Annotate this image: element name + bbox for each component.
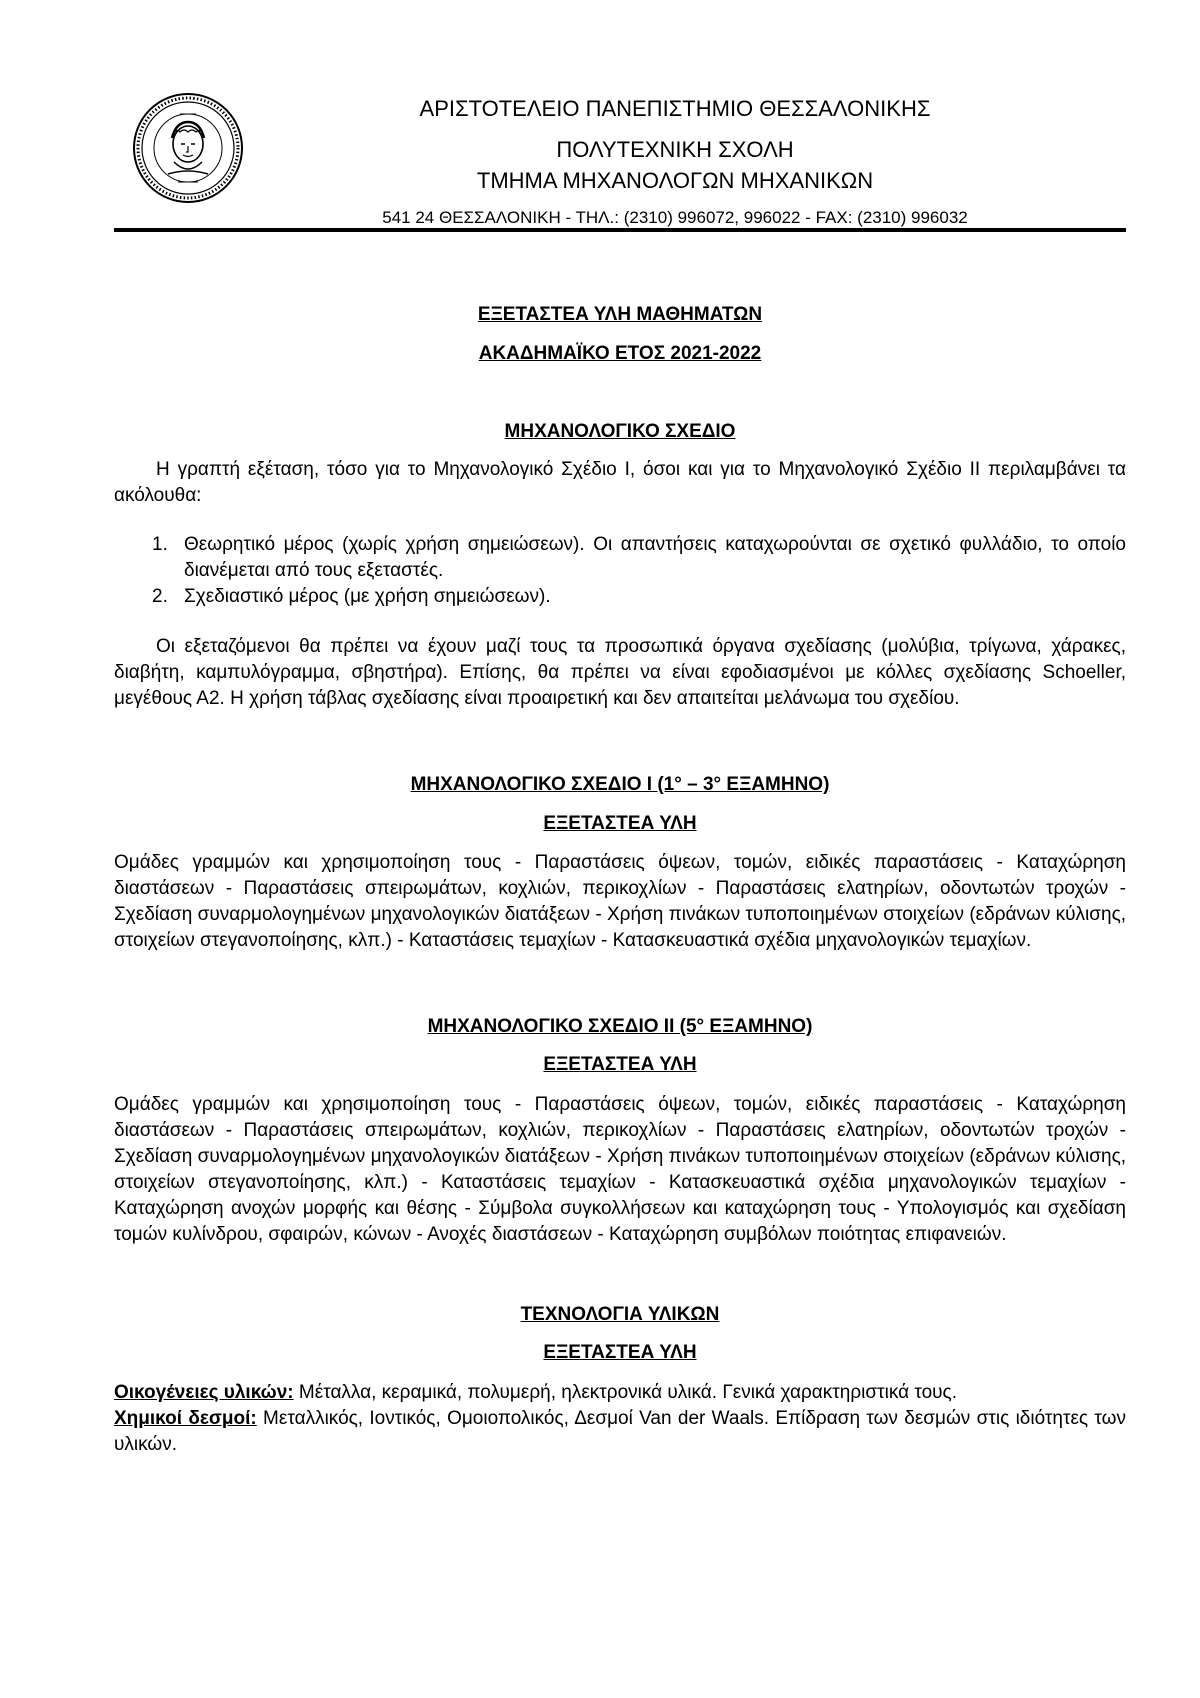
list-item <box>114 584 1126 610</box>
document-title: ΕΞΕΤΑΣΤΕΑ ΥΛΗ ΜΑΘΗΜΑΤΩΝ <box>477 304 763 325</box>
school-name: ΠΟΛΥΤΕΧΝΙΚΗ ΣΧΟΛΗ <box>556 137 794 162</box>
bonds-label: Χημικοί δεσμοί: <box>114 1408 257 1429</box>
list-item-text: Θεωρητικό μέρος (χωρίς χρήση σημειώσεων). Οι απαντήσεις καταχωρούνται σε σχετικό φυλλάδιο, το οποίο διανέμεται από τους εξεταστές. <box>184 534 1126 581</box>
section-subtitle-materials: ΕΞΕΤΑΣΤΕΑ ΥΛΗ <box>543 1342 697 1363</box>
families-text: Μέταλλα, κεραμικά, πολυμερή, ηλεκτρονικά υλικά. Γενικά χαρακτηριστικά τους. <box>293 1382 957 1403</box>
academic-year: ΑΚΑΔΗΜΑΪΚΟ ΕΤΟΣ 2021-2022 <box>478 343 762 364</box>
list-item-number: 2. <box>152 586 168 607</box>
families-label: Οικογένειες υλικών: <box>114 1382 294 1403</box>
university-seal-logo <box>132 92 244 204</box>
section-subtitle-drawing-1: ΕΞΕΤΑΣΤΕΑ ΥΛΗ <box>543 813 697 834</box>
contact-line: 541 24 ΘΕΣΣΑΛΟΝΙΚΗ - ΤΗΛ.: (2310) 996072, 996022 - FAX: (2310) 996032 <box>382 208 968 227</box>
section-title-drawing-1: ΜΗΧΑΝΟΛΟΓΙΚΟ ΣΧΕΔΙΟ Ι (1° – 3° ΕΞΑΜΗΝΟ) <box>410 774 830 795</box>
list-item-text: Σχεδιαστικό μέρος (με χρήση σημειώσεων). <box>184 586 551 607</box>
university-name: ΑΡΙΣΤΟΤΕΛΕΙΟ ΠΑΝΕΠΙΣΤΗΜΙΟ ΘΕΣΣΑΛΟΝΙΚΗΣ <box>419 96 931 121</box>
materials-bonds <box>114 1406 1126 1458</box>
materials-families <box>114 1380 1126 1406</box>
drawing-intro-paragraph: Η γραπτή εξέταση, τόσο για το Μηχανολογικό Σχέδιο Ι, όσοι και για το Μηχανολογικό Σχέδιο ΙΙ περιλαμβάνει τα ακόλουθα: <box>114 459 1126 506</box>
exam-parts-list <box>114 532 1126 610</box>
bonds-text: Μεταλλικός, Ιοντικός, Ομοιοπολικός, Δεσμοί Van der Waals. Επίδραση των δεσμών στις ιδιότητες των υλικών. <box>114 1408 1126 1455</box>
header-divider <box>114 228 1126 232</box>
list-item <box>114 532 1126 584</box>
drawing-1-syllabus: Ομάδες γραμμών και χρησιμοποίηση τους - Παραστάσεις όψεων, τομών, ειδικές παραστάσεις - Καταχώρηση διαστάσεων - Παραστάσεις σπειρωμάτων, κοχλιών, περικοχλίων - Παραστάσεις ελατηρίων, οδοντωτών τροχών - Σχεδίαση συναρμολογημένων μηχανολογικών διατάξεων - Χρήση πινάκων τυποποιημένων στοιχείων (εδράνων κύλισης, στοιχείων στεγανοποίησης, κλπ.) - Καταστάσεις τεμαχίων - Κατασκευαστικά σχέδια μηχανολογικών τεμαχίων. <box>114 852 1126 951</box>
drawing-tools-paragraph: Οι εξεταζόμενοι θα πρέπει να έχουν μαζί τους τα προσωπικά όργανα σχεδίασης (μολύβια, τρίγωνα, χάρακες, διαβήτη, καμπυλόγραμμα, σβηστήρα). Επίσης, θα πρέπει να είναι εφοδιασμένοι με κόλλες σχεδίασης Schoeller, μεγέθους Α2. Η χρήση τάβλας σχεδίασης είναι προαιρετική και δεν απαιτείται μελάνωμα του σχεδίου. <box>114 636 1126 709</box>
department-name: ΤΜΗΜΑ ΜΗΧΑΝΟΛΟΓΩΝ ΜΗΧΑΝΙΚΩΝ <box>476 168 874 193</box>
list-item-number: 1. <box>152 534 168 555</box>
drawing-2-syllabus: Ομάδες γραμμών και χρησιμοποίηση τους - Παραστάσεις όψεων, τομών, ειδικές παραστάσεις - Καταχώρηση διαστάσεων - Παραστάσεις σπειρωμάτων, κοχλιών, περικοχλίων - Παραστάσεις ελατηρίων, οδοντωτών τροχών - Σχεδίαση συναρμολογημένων μηχανολογικών διατάξεων - Χρήση πινάκων τυποποιημένων στοιχείων (εδράνων κύλισης, στοιχείων στεγανοποίησης, κλπ.) - Καταστάσεις τεμαχίων - Κατασκευαστικά σχέδια μηχανολογικών τεμαχίων - Καταχώρηση ανοχών μορφής και θέσης - Σύμβολα συγκολλήσεων και καταχώρηση τους - Υπολογισμός και σχεδίαση τομών κυλίνδρου, σφαιρών, κώνων - Ανοχές διαστάσεων - Καταχώρηση συμβόλων ποιότητας επιφανειών. <box>114 1094 1126 1245</box>
section-title-drawing: ΜΗΧΑΝΟΛΟΓΙΚΟ ΣΧΕΔΙΟ <box>504 421 736 442</box>
section-title-drawing-2: ΜΗΧΑΝΟΛΟΓΙΚΟ ΣΧΕΔΙΟ ΙΙ (5° ΕΞΑΜΗΝΟ) <box>427 1016 813 1037</box>
section-subtitle-drawing-2: ΕΞΕΤΑΣΤΕΑ ΥΛΗ <box>543 1054 697 1075</box>
section-title-materials: ΤΕΧΝΟΛΟΓΙΑ ΥΛΙΚΩΝ <box>520 1304 720 1325</box>
